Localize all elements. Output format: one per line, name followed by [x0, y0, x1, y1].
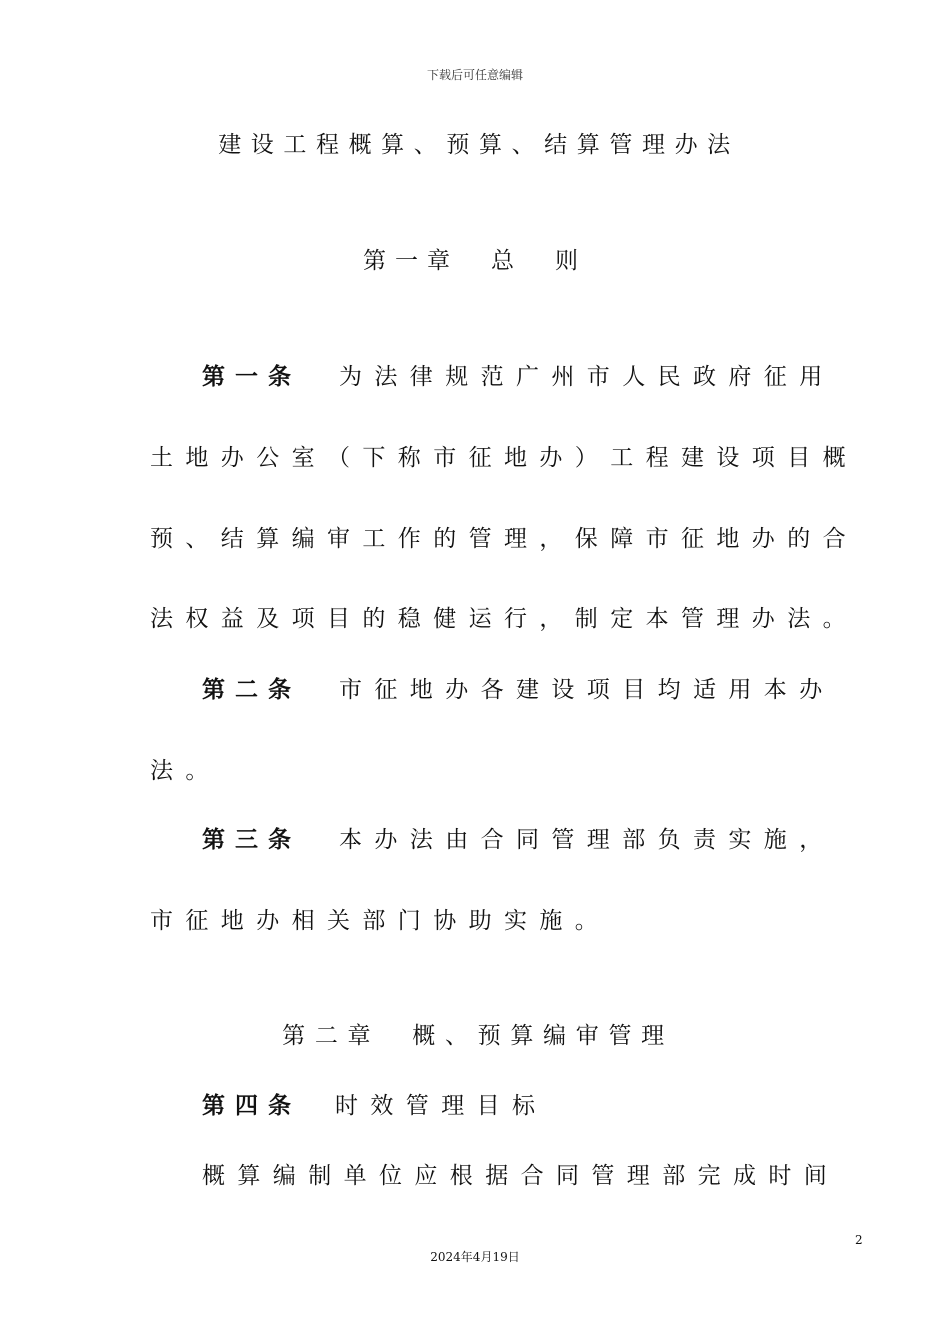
page-number: 2 — [855, 1233, 863, 1247]
article-1-text-line-3: 预、结算编审工作的管理，保障市征地办的合 — [150, 526, 858, 552]
header-note: 下载后可任意编辑 — [426, 68, 523, 82]
chapter-2-heading — [0, 1017, 950, 1050]
document-title: 建设工程概算、预算、结算管理办法 — [218, 132, 740, 158]
article-2-first-line — [202, 671, 835, 704]
footer-date: 2024年4月19日 — [430, 1250, 520, 1264]
article-2-label: 第二条 — [202, 677, 301, 703]
article-2-text-line-2: 法。 — [150, 758, 221, 784]
chapter-2-number: 第二章 — [282, 1023, 381, 1049]
article-3-label: 第三条 — [202, 827, 301, 853]
article-3-text-line-1: 本办法由合同管理部负责实施， — [339, 827, 835, 853]
chapter-1-name: 总 则 — [491, 248, 587, 274]
article-3-text-line-2: 市征地办相关部门协助实施。 — [150, 908, 611, 934]
article-1-first-line — [202, 358, 835, 391]
article-2-text-line-1: 市征地办各建设项目均适用本办 — [339, 677, 835, 703]
chapter-2-name: 概、预算编审管理 — [412, 1023, 674, 1049]
article-4-text-line-1: 概算编制单位应根据合同管理部完成时间 — [202, 1163, 840, 1189]
article-1-text-line-4: 法权益及项目的稳健运行，制定本管理办法。 — [150, 606, 858, 632]
article-4-label: 第四条 — [202, 1093, 301, 1119]
article-1-text-line-2: 土地办公室（下称市征地办）工程建设项目概 — [150, 445, 858, 471]
article-4-heading: 时效管理目标 — [335, 1093, 548, 1119]
chapter-1-heading — [0, 242, 950, 275]
article-1-label: 第一条 — [202, 364, 301, 390]
chapter-1-number: 第一章 — [363, 248, 459, 274]
article-4-heading-line — [202, 1087, 547, 1120]
article-1-text-line-1: 为法律规范广州市人民政府征用 — [339, 364, 835, 390]
article-3-first-line — [202, 821, 835, 854]
